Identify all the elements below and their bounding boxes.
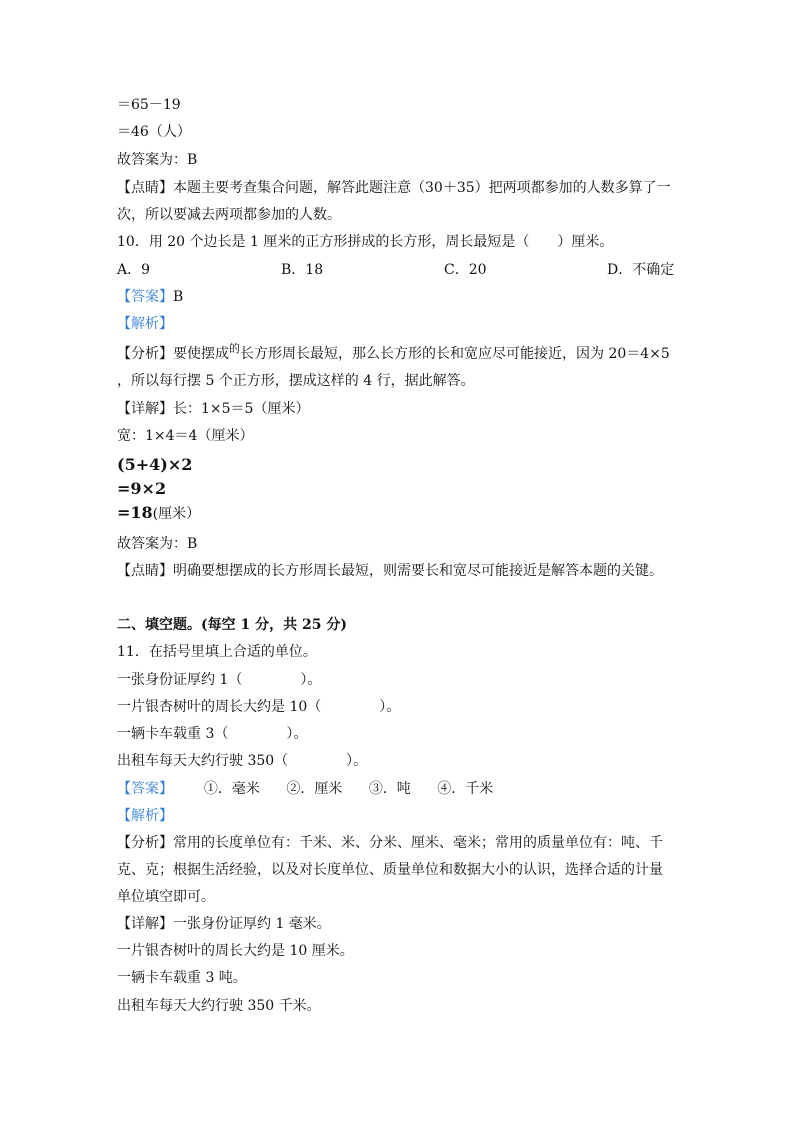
q11-item-3-end: ）。 (286, 726, 308, 742)
answer-item-3: ③．吨 (368, 781, 411, 797)
detail-11-line-2: 一片银杏树叶的周长大约是 10 厘米。 (117, 943, 354, 959)
q11-item-4-text: 出租车每天大约行驶 350（ (117, 753, 289, 769)
option-a: A．9 (117, 262, 151, 278)
option-c: C．20 (444, 262, 487, 278)
analysis-text-b: 长方形周长最短，那么长方形的长和宽应尽可能接近，因为 20＝4×5 (240, 346, 670, 362)
detail-11-line-4: 出租车每天大约行驶 350 千米。 (117, 998, 321, 1014)
answer-tag: 【答案】 (117, 289, 173, 305)
q11-item-2-end: ）。 (379, 699, 401, 715)
detail-line-1 (117, 399, 309, 419)
detail-tag: 【详解】 (117, 401, 173, 417)
detail-11-text: 一张身份证厚约 1 毫米。 (173, 916, 331, 932)
answer-item-2: ②．厘米 (286, 781, 343, 797)
formula-line-2: =9×2 (117, 479, 167, 498)
analysis-11-tag: 【分析】 (117, 835, 173, 851)
question-10: 10．用 20 个边长是 1 厘米的正方形拼成的长方形，周长最短是（ ）厘米。 (117, 234, 614, 250)
answer-line: 故答案为：B (117, 152, 198, 168)
calc-line-1: ＝65－19 (117, 97, 181, 113)
answer-line-10: 故答案为：B (117, 536, 198, 552)
section-heading: 二、填空题。(每空 1 分，共 25 分) (117, 617, 347, 633)
question-11: 11．在括号里填上合适的单位。 (117, 644, 317, 660)
q11-item-1-end: ）。 (300, 672, 322, 688)
analysis-11-text: 常用的长度单位有：千米、米、分米、厘米、毫米；常用的质量单位有：吨、千 (173, 835, 663, 851)
analysis-11-line-2: 克、克；根据生活经验，以及对长度单位、质量单位和数据大小的认识，选择合适的计量 (117, 862, 663, 878)
detail-11-line-1 (117, 914, 331, 934)
formula-result: =18 (117, 503, 153, 522)
calc-line-2: ＝46（人） (117, 124, 191, 140)
comment-line-2: 次，所以要减去两项都参加的人数。 (117, 207, 341, 223)
superscript-char: 的 (229, 342, 240, 355)
analysis-tag-11: 【解析】 (117, 808, 173, 824)
q11-item-2 (117, 697, 400, 717)
answer-item-1: ①．毫米 (203, 781, 260, 797)
comment-text: 本题主要考查集合问题，解答此题注意（30＋35）把两项都参加的人数多算了一 (173, 180, 671, 196)
q11-item-4 (117, 751, 367, 771)
option-d: D．不确定 (607, 262, 675, 278)
analysis-tag: 【解析】 (117, 316, 173, 332)
comment-tag-10: 【点睛】 (117, 563, 173, 579)
answer-item-4: ④．千米 (437, 781, 494, 797)
formula-line-1: (5+4)×2 (117, 455, 193, 474)
comment-text-10: 明确要想摆成的长方形周长最短，则需要长和宽尽可能接近是解答本题的关键。 (173, 563, 663, 579)
detail-line-2: 宽：1×4＝4（厘米） (117, 428, 254, 444)
q11-item-2-text: 一片银杏树叶的周长大约是 10（ (117, 699, 322, 715)
analysis-text-a: 要使摆成 (173, 346, 229, 362)
analysis-line-1 (117, 344, 670, 365)
detail-11-line-3: 一辆卡车载重 3 吨。 (117, 970, 247, 986)
answer-tag-11: 【答案】 (117, 781, 173, 797)
detail-11-tag: 【详解】 (117, 916, 173, 932)
comment-tag: 【点睛】 (117, 180, 173, 196)
formula-unit: (厘米） (152, 506, 201, 522)
answer-value: B (173, 289, 184, 305)
formula-line-3 (117, 503, 200, 524)
analysis-sub-tag: 【分析】 (117, 346, 173, 362)
analysis-11-line-1 (117, 833, 663, 853)
q11-item-3 (117, 724, 307, 744)
q11-item-3-text: 一辆卡车载重 3（ (117, 726, 229, 742)
analysis-line-2: ，所以每行摆 5 个正方形，摆成这样的 4 行，据此解答。 (117, 373, 475, 389)
analysis-11-line-3: 单位填空即可。 (117, 889, 215, 905)
detail-text: 长：1×5＝5（厘米） (173, 401, 310, 417)
option-b: B．18 (281, 262, 324, 278)
answer-row-11 (117, 779, 493, 799)
comment-line-1 (117, 178, 671, 198)
q11-item-1 (117, 670, 321, 690)
q11-item-1-text: 一张身份证厚约 1（ (117, 672, 243, 688)
q11-item-4-end: ）。 (346, 753, 368, 769)
answer-row-10 (117, 287, 183, 307)
comment-line-10 (117, 561, 663, 581)
